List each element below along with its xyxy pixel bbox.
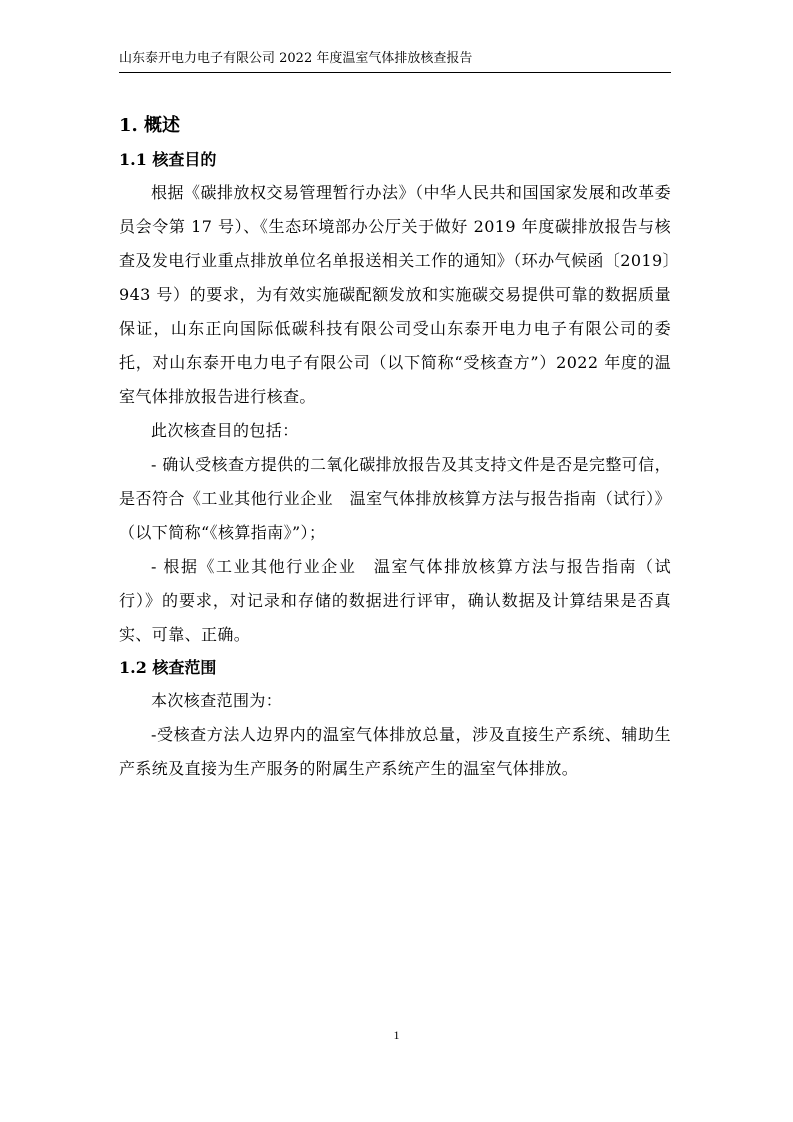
section-heading-purpose: 1.1 核查目的 <box>119 150 217 169</box>
page-number: 1 <box>393 1028 400 1042</box>
paragraph-purpose-item-1: - 确认受核查方提供的二氧化碳排放报告及其支持文件是否是完整可信，是否符合《工业其他行业企业 温室气体排放核算方法与报告指南（试行）》（以下简称“《核算指南》”）； <box>119 455 671 542</box>
paragraph-basis: 根据《碳排放权交易管理暂行办法》（中华人民共和国国家发展和改革委员会令第 17 号）、《生态环境部办公厅关于做好 2019 年度碳排放报告与核查及发电行业重点排放单位名单报送相关工作的通知》（环办气候函〔2019〕943 号）的要求，为有效实施碳配额发放和实施碳交易提供可靠的数据质量保证，山东正向国际低碳科技有限公司受山东泰开电力电子有限公司的委托，对山东泰开电力电子有限公司（以下简称“受核查方”）2022 年度的温室气体排放报告进行核查。 <box>119 183 671 406</box>
section-heading-overview: 1. 概述 <box>119 115 181 136</box>
paragraph-purpose-item-2: - 根据《工业其他行业企业 温室气体排放核算方法与报告指南（试行）》的要求，对记录和存储的数据进行评审，确认数据及计算结果是否真实、可靠、正确。 <box>119 557 671 644</box>
main-content <box>119 108 671 786</box>
paragraph-purpose-intro: 此次核查目的包括： <box>151 421 299 440</box>
paragraph-scope-intro: 本次核查范围为： <box>151 691 283 710</box>
paragraph-scope-item: -受核查方法人边界内的温室气体排放总量，涉及直接生产系统、辅助生产系统及直接为生产服务的附属生产系统产生的温室气体排放。 <box>119 725 671 778</box>
section-heading-scope: 1.2 核查范围 <box>119 658 217 677</box>
page-header: 山东泰开电力电子有限公司 2022 年度温室气体排放核查报告 <box>119 50 671 73</box>
